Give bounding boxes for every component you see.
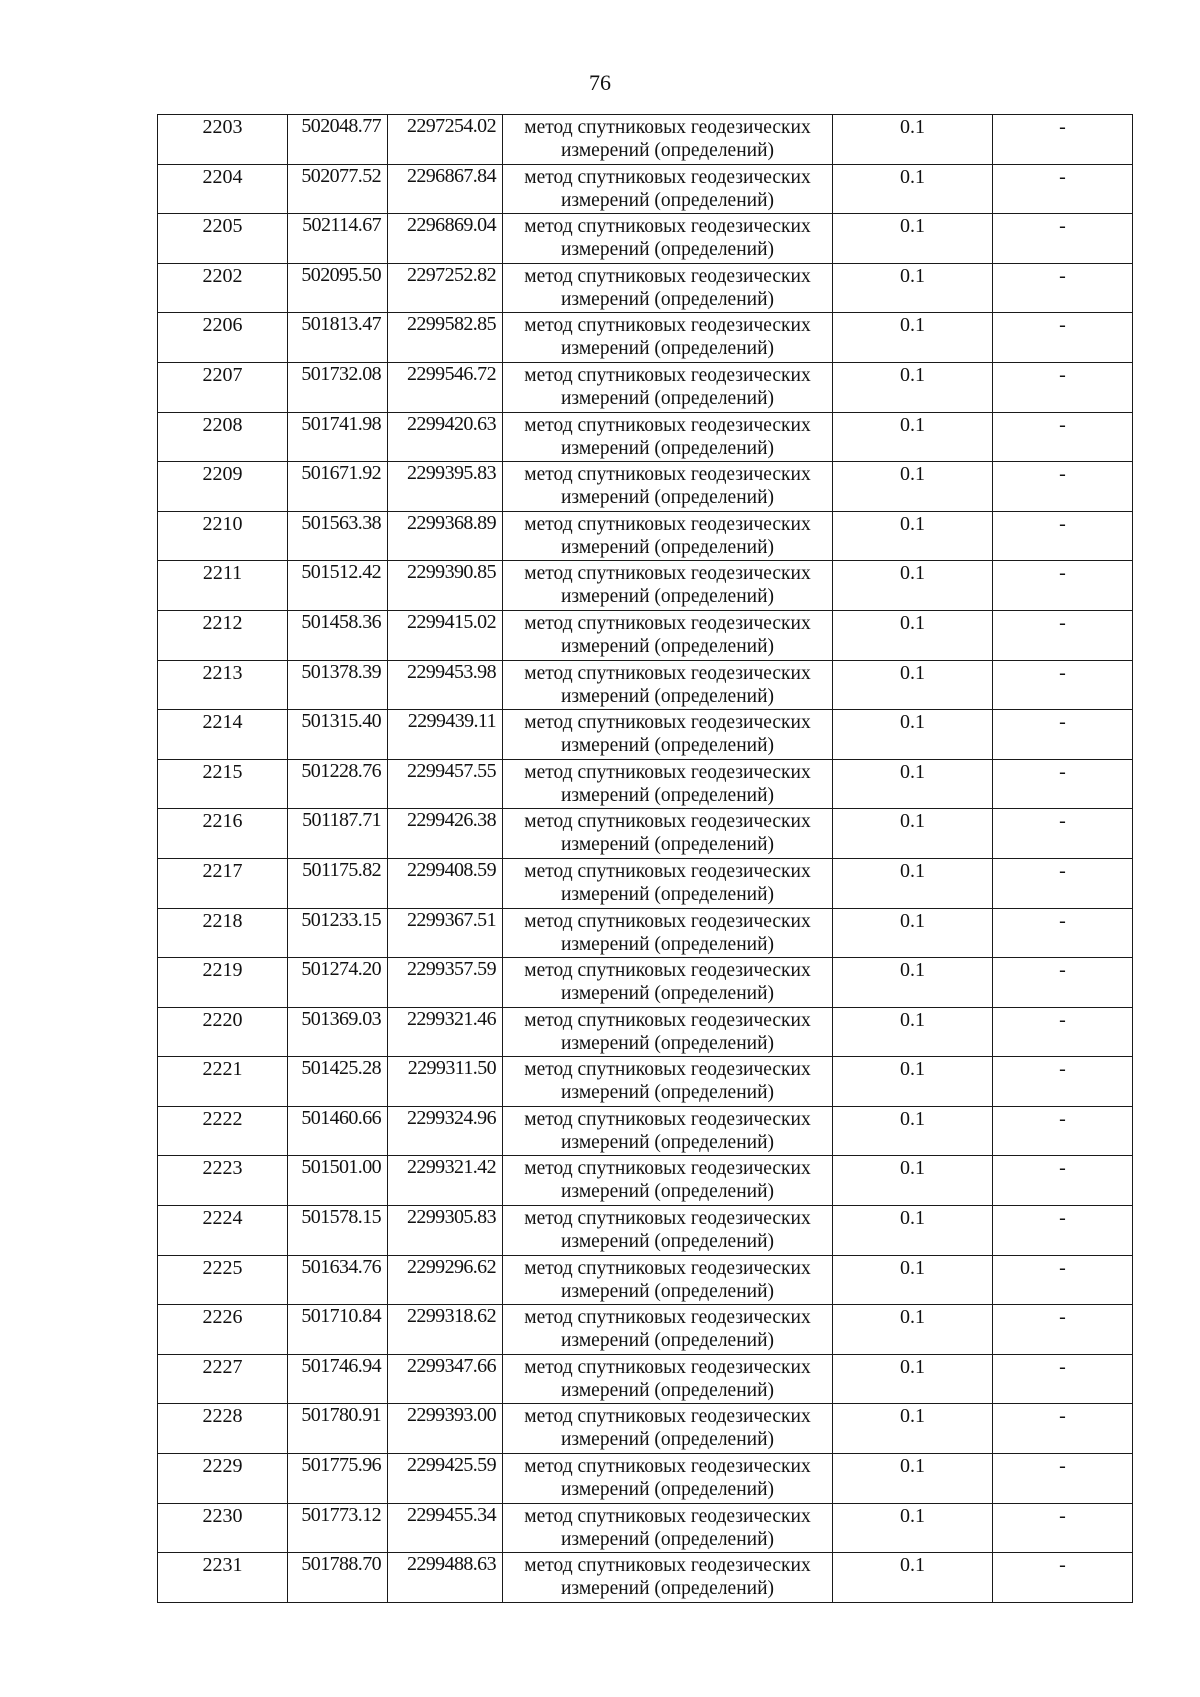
- method-line-1: метод спутниковых геодезических: [524, 464, 811, 486]
- x-coordinate-cell: 501233.15: [288, 908, 388, 958]
- note-cell: -: [993, 1354, 1133, 1404]
- y-coordinate-cell: 2299453.98: [388, 660, 503, 710]
- y-coordinate-cell: 2296869.04: [388, 214, 503, 264]
- table-row: [158, 263, 1133, 313]
- method-line-2: измерений (определений): [560, 933, 775, 955]
- point-number-cell: 2220: [158, 1007, 288, 1057]
- method-cell: [503, 1404, 833, 1454]
- point-number-cell: 2211: [158, 561, 288, 611]
- method-cell: [503, 313, 833, 363]
- x-coordinate-cell: 501775.96: [288, 1454, 388, 1504]
- x-coordinate-cell: 501369.03: [288, 1007, 388, 1057]
- note-cell: -: [993, 908, 1133, 958]
- y-coordinate-cell: 2299347.66: [388, 1354, 503, 1404]
- method-cell: [503, 1057, 833, 1107]
- method-cell: [503, 1156, 833, 1206]
- point-number-cell: 2214: [158, 710, 288, 760]
- note-cell: -: [993, 313, 1133, 363]
- method-line-2: измерений (определений): [560, 338, 775, 360]
- method-line-2: измерений (определений): [560, 635, 775, 657]
- method-line-2: измерений (определений): [560, 189, 775, 211]
- table-row: [158, 1503, 1133, 1553]
- point-number-cell: 2208: [158, 412, 288, 462]
- method-line-2: измерений (определений): [560, 239, 775, 261]
- method-line-2: измерений (определений): [560, 883, 775, 905]
- y-coordinate-cell: 2299311.50: [388, 1057, 503, 1107]
- method-line-2: измерений (определений): [560, 735, 775, 757]
- x-coordinate-cell: 501512.42: [288, 561, 388, 611]
- table-row: [158, 958, 1133, 1008]
- method-line-2: измерений (определений): [560, 1330, 775, 1352]
- accuracy-cell: 0.1: [833, 1057, 993, 1107]
- note-cell: -: [993, 561, 1133, 611]
- method-cell: [503, 462, 833, 512]
- note-cell: -: [993, 362, 1133, 412]
- y-coordinate-cell: 2299390.85: [388, 561, 503, 611]
- method-line-1: метод спутниковых геодезических: [524, 1505, 811, 1527]
- accuracy-cell: 0.1: [833, 1503, 993, 1553]
- point-number-cell: 2226: [158, 1305, 288, 1355]
- point-number-cell: 2216: [158, 809, 288, 859]
- y-coordinate-cell: 2299368.89: [388, 511, 503, 561]
- accuracy-cell: 0.1: [833, 858, 993, 908]
- accuracy-cell: 0.1: [833, 1156, 993, 1206]
- x-coordinate-cell: 502077.52: [288, 164, 388, 214]
- note-cell: -: [993, 1007, 1133, 1057]
- table-row: [158, 1404, 1133, 1454]
- note-cell: -: [993, 660, 1133, 710]
- method-cell: [503, 908, 833, 958]
- accuracy-cell: 0.1: [833, 1305, 993, 1355]
- note-cell: -: [993, 1156, 1133, 1206]
- point-number-cell: 2228: [158, 1404, 288, 1454]
- method-cell: [503, 164, 833, 214]
- method-line-1: метод спутниковых геодезических: [524, 1009, 811, 1031]
- accuracy-cell: 0.1: [833, 710, 993, 760]
- method-line-2: измерений (определений): [560, 983, 775, 1005]
- table-row: [158, 214, 1133, 264]
- y-coordinate-cell: 2299439.11: [388, 710, 503, 760]
- note-cell: -: [993, 164, 1133, 214]
- method-line-1: метод спутниковых геодезических: [524, 563, 811, 585]
- point-number-cell: 2202: [158, 263, 288, 313]
- note-cell: -: [993, 1057, 1133, 1107]
- y-coordinate-cell: 2299367.51: [388, 908, 503, 958]
- table-row: [158, 412, 1133, 462]
- note-cell: -: [993, 412, 1133, 462]
- point-number-cell: 2227: [158, 1354, 288, 1404]
- accuracy-cell: 0.1: [833, 1404, 993, 1454]
- method-line-2: измерений (определений): [560, 437, 775, 459]
- x-coordinate-cell: 501501.00: [288, 1156, 388, 1206]
- x-coordinate-cell: 501378.39: [288, 660, 388, 710]
- table-row: [158, 1057, 1133, 1107]
- y-coordinate-cell: 2299395.83: [388, 462, 503, 512]
- point-number-cell: 2209: [158, 462, 288, 512]
- method-line-1: метод спутниковых геодезических: [524, 860, 811, 882]
- note-cell: -: [993, 1106, 1133, 1156]
- table-row: [158, 1354, 1133, 1404]
- method-cell: [503, 610, 833, 660]
- accuracy-cell: 0.1: [833, 1206, 993, 1256]
- accuracy-cell: 0.1: [833, 1106, 993, 1156]
- point-number-cell: 2203: [158, 115, 288, 165]
- method-line-1: метод спутниковых геодезических: [524, 414, 811, 436]
- table-row: [158, 115, 1133, 165]
- y-coordinate-cell: 2297252.82: [388, 263, 503, 313]
- x-coordinate-cell: 502095.50: [288, 263, 388, 313]
- method-line-1: метод спутниковых геодезических: [524, 960, 811, 982]
- coordinates-table-body: [158, 115, 1133, 1603]
- point-number-cell: 2219: [158, 958, 288, 1008]
- table-row: [158, 809, 1133, 859]
- table-row: [158, 1305, 1133, 1355]
- method-cell: [503, 511, 833, 561]
- method-cell: [503, 1007, 833, 1057]
- y-coordinate-cell: 2299546.72: [388, 362, 503, 412]
- method-cell: [503, 115, 833, 165]
- method-cell: [503, 263, 833, 313]
- accuracy-cell: 0.1: [833, 1354, 993, 1404]
- y-coordinate-cell: 2299426.38: [388, 809, 503, 859]
- x-coordinate-cell: 501710.84: [288, 1305, 388, 1355]
- method-line-1: метод спутниковых геодезических: [524, 364, 811, 386]
- point-number-cell: 2204: [158, 164, 288, 214]
- x-coordinate-cell: 501187.71: [288, 809, 388, 859]
- table-row: [158, 908, 1133, 958]
- note-cell: -: [993, 710, 1133, 760]
- y-coordinate-cell: 2299321.42: [388, 1156, 503, 1206]
- x-coordinate-cell: 501741.98: [288, 412, 388, 462]
- method-line-1: метод спутниковых геодезических: [524, 1307, 811, 1329]
- method-line-2: измерений (определений): [560, 1528, 775, 1550]
- method-line-1: метод спутниковых геодезических: [524, 612, 811, 634]
- method-line-1: метод спутниковых геодезических: [524, 1158, 811, 1180]
- method-cell: [503, 1305, 833, 1355]
- accuracy-cell: 0.1: [833, 412, 993, 462]
- x-coordinate-cell: 501315.40: [288, 710, 388, 760]
- table-row: [158, 1553, 1133, 1603]
- note-cell: -: [993, 610, 1133, 660]
- note-cell: -: [993, 214, 1133, 264]
- y-coordinate-cell: 2299393.00: [388, 1404, 503, 1454]
- x-coordinate-cell: 501813.47: [288, 313, 388, 363]
- y-coordinate-cell: 2299488.63: [388, 1553, 503, 1603]
- note-cell: -: [993, 1206, 1133, 1256]
- method-line-2: измерений (определений): [560, 387, 775, 409]
- point-number-cell: 2218: [158, 908, 288, 958]
- table-row: [158, 759, 1133, 809]
- method-line-2: измерений (определений): [560, 1578, 775, 1600]
- note-cell: -: [993, 263, 1133, 313]
- x-coordinate-cell: 501773.12: [288, 1503, 388, 1553]
- note-cell: -: [993, 1503, 1133, 1553]
- note-cell: -: [993, 958, 1133, 1008]
- method-cell: [503, 214, 833, 264]
- y-coordinate-cell: 2299455.34: [388, 1503, 503, 1553]
- point-number-cell: 2206: [158, 313, 288, 363]
- method-line-1: метод спутниковых геодезических: [524, 1108, 811, 1130]
- table-row: [158, 610, 1133, 660]
- method-line-2: измерений (определений): [560, 784, 775, 806]
- y-coordinate-cell: 2299357.59: [388, 958, 503, 1008]
- method-line-1: метод спутниковых геодезических: [524, 1356, 811, 1378]
- table-row: [158, 561, 1133, 611]
- accuracy-cell: 0.1: [833, 958, 993, 1008]
- coordinates-table: [157, 114, 1133, 1603]
- x-coordinate-cell: 501746.94: [288, 1354, 388, 1404]
- method-line-1: метод спутниковых геодезических: [524, 811, 811, 833]
- method-cell: [503, 1206, 833, 1256]
- method-line-1: метод спутниковых геодезических: [524, 910, 811, 932]
- method-line-2: измерений (определений): [560, 1231, 775, 1253]
- table-row: [158, 164, 1133, 214]
- accuracy-cell: 0.1: [833, 313, 993, 363]
- point-number-cell: 2231: [158, 1553, 288, 1603]
- x-coordinate-cell: 501563.38: [288, 511, 388, 561]
- table-row: [158, 1206, 1133, 1256]
- method-line-2: измерений (определений): [560, 586, 775, 608]
- y-coordinate-cell: 2297254.02: [388, 115, 503, 165]
- method-line-1: метод спутниковых геодезических: [524, 216, 811, 238]
- accuracy-cell: 0.1: [833, 462, 993, 512]
- table-row: [158, 511, 1133, 561]
- y-coordinate-cell: 2299420.63: [388, 412, 503, 462]
- method-cell: [503, 710, 833, 760]
- method-line-1: метод спутниковых геодезических: [524, 1406, 811, 1428]
- table-row: [158, 313, 1133, 363]
- accuracy-cell: 0.1: [833, 1454, 993, 1504]
- method-line-2: измерений (определений): [560, 1131, 775, 1153]
- x-coordinate-cell: 501634.76: [288, 1255, 388, 1305]
- point-number-cell: 2229: [158, 1454, 288, 1504]
- method-line-2: измерений (определений): [560, 1429, 775, 1451]
- method-cell: [503, 1553, 833, 1603]
- y-coordinate-cell: 2299296.62: [388, 1255, 503, 1305]
- accuracy-cell: 0.1: [833, 1553, 993, 1603]
- note-cell: -: [993, 115, 1133, 165]
- method-line-2: измерений (определений): [560, 487, 775, 509]
- x-coordinate-cell: 501425.28: [288, 1057, 388, 1107]
- x-coordinate-cell: 501671.92: [288, 462, 388, 512]
- y-coordinate-cell: 2299321.46: [388, 1007, 503, 1057]
- accuracy-cell: 0.1: [833, 610, 993, 660]
- method-line-2: измерений (определений): [560, 288, 775, 310]
- y-coordinate-cell: 2299324.96: [388, 1106, 503, 1156]
- accuracy-cell: 0.1: [833, 263, 993, 313]
- accuracy-cell: 0.1: [833, 660, 993, 710]
- note-cell: -: [993, 462, 1133, 512]
- note-cell: -: [993, 511, 1133, 561]
- method-cell: [503, 958, 833, 1008]
- x-coordinate-cell: 501175.82: [288, 858, 388, 908]
- method-line-1: метод спутниковых геодезических: [524, 1208, 811, 1230]
- y-coordinate-cell: 2299457.55: [388, 759, 503, 809]
- x-coordinate-cell: 501460.66: [288, 1106, 388, 1156]
- method-line-2: измерений (определений): [560, 1379, 775, 1401]
- point-number-cell: 2207: [158, 362, 288, 412]
- note-cell: -: [993, 759, 1133, 809]
- method-line-1: метод спутниковых геодезических: [524, 265, 811, 287]
- method-cell: [503, 412, 833, 462]
- method-cell: [503, 1354, 833, 1404]
- note-cell: -: [993, 1404, 1133, 1454]
- point-number-cell: 2221: [158, 1057, 288, 1107]
- method-line-2: измерений (определений): [560, 1082, 775, 1104]
- method-cell: [503, 759, 833, 809]
- table-row: [158, 1007, 1133, 1057]
- method-line-2: измерений (определений): [560, 1032, 775, 1054]
- method-line-1: метод спутниковых геодезических: [524, 1257, 811, 1279]
- method-line-2: измерений (определений): [560, 685, 775, 707]
- note-cell: -: [993, 858, 1133, 908]
- note-cell: -: [993, 1454, 1133, 1504]
- note-cell: -: [993, 1255, 1133, 1305]
- method-cell: [503, 858, 833, 908]
- method-line-1: метод спутниковых геодезических: [524, 513, 811, 535]
- table-row: [158, 1156, 1133, 1206]
- point-number-cell: 2222: [158, 1106, 288, 1156]
- method-line-1: метод спутниковых геодезических: [524, 315, 811, 337]
- page-number: 76: [589, 70, 611, 95]
- table-row: [158, 858, 1133, 908]
- accuracy-cell: 0.1: [833, 908, 993, 958]
- y-coordinate-cell: 2299425.59: [388, 1454, 503, 1504]
- method-line-2: измерений (определений): [560, 536, 775, 558]
- table-row: [158, 1106, 1133, 1156]
- method-cell: [503, 660, 833, 710]
- point-number-cell: 2205: [158, 214, 288, 264]
- accuracy-cell: 0.1: [833, 362, 993, 412]
- point-number-cell: 2215: [158, 759, 288, 809]
- x-coordinate-cell: 501458.36: [288, 610, 388, 660]
- method-line-2: измерений (определений): [560, 1479, 775, 1501]
- y-coordinate-cell: 2299408.59: [388, 858, 503, 908]
- accuracy-cell: 0.1: [833, 115, 993, 165]
- point-number-cell: 2223: [158, 1156, 288, 1206]
- method-line-1: метод спутниковых геодезических: [524, 117, 811, 138]
- x-coordinate-cell: 501732.08: [288, 362, 388, 412]
- method-line-1: метод спутниковых геодезических: [524, 761, 811, 783]
- table-row: [158, 1454, 1133, 1504]
- method-cell: [503, 1503, 833, 1553]
- y-coordinate-cell: 2299582.85: [388, 313, 503, 363]
- method-line-1: метод спутниковых геодезических: [524, 712, 811, 734]
- method-line-1: метод спутниковых геодезических: [524, 1555, 811, 1577]
- method-line-2: измерений (определений): [560, 834, 775, 856]
- y-coordinate-cell: 2299318.62: [388, 1305, 503, 1355]
- method-cell: [503, 1255, 833, 1305]
- point-number-cell: 2225: [158, 1255, 288, 1305]
- method-cell: [503, 561, 833, 611]
- method-cell: [503, 1454, 833, 1504]
- point-number-cell: 2217: [158, 858, 288, 908]
- x-coordinate-cell: 501788.70: [288, 1553, 388, 1603]
- y-coordinate-cell: 2296867.84: [388, 164, 503, 214]
- x-coordinate-cell: 502048.77: [288, 115, 388, 165]
- point-number-cell: 2230: [158, 1503, 288, 1553]
- y-coordinate-cell: 2299415.02: [388, 610, 503, 660]
- x-coordinate-cell: 501228.76: [288, 759, 388, 809]
- table-row: [158, 1255, 1133, 1305]
- point-number-cell: 2224: [158, 1206, 288, 1256]
- method-cell: [503, 809, 833, 859]
- accuracy-cell: 0.1: [833, 164, 993, 214]
- point-number-cell: 2213: [158, 660, 288, 710]
- x-coordinate-cell: 501274.20: [288, 958, 388, 1008]
- method-line-2: измерений (определений): [560, 1181, 775, 1203]
- accuracy-cell: 0.1: [833, 759, 993, 809]
- table-row: [158, 462, 1133, 512]
- x-coordinate-cell: 502114.67: [288, 214, 388, 264]
- method-cell: [503, 1106, 833, 1156]
- accuracy-cell: 0.1: [833, 1007, 993, 1057]
- note-cell: -: [993, 1305, 1133, 1355]
- method-cell: [503, 362, 833, 412]
- note-cell: -: [993, 1553, 1133, 1603]
- table-row: [158, 710, 1133, 760]
- method-line-1: метод спутниковых геодезических: [524, 1456, 811, 1478]
- note-cell: -: [993, 809, 1133, 859]
- accuracy-cell: 0.1: [833, 561, 993, 611]
- method-line-1: метод спутниковых геодезических: [524, 662, 811, 684]
- accuracy-cell: 0.1: [833, 214, 993, 264]
- accuracy-cell: 0.1: [833, 1255, 993, 1305]
- point-number-cell: 2210: [158, 511, 288, 561]
- x-coordinate-cell: 501578.15: [288, 1206, 388, 1256]
- table-row: [158, 362, 1133, 412]
- y-coordinate-cell: 2299305.83: [388, 1206, 503, 1256]
- method-line-1: метод спутниковых геодезических: [524, 166, 811, 188]
- accuracy-cell: 0.1: [833, 809, 993, 859]
- method-line-1: метод спутниковых геодезических: [524, 1059, 811, 1081]
- accuracy-cell: 0.1: [833, 511, 993, 561]
- table-row: [158, 660, 1133, 710]
- method-line-2: измерений (определений): [560, 140, 775, 161]
- point-number-cell: 2212: [158, 610, 288, 660]
- method-line-2: измерений (определений): [560, 1280, 775, 1302]
- x-coordinate-cell: 501780.91: [288, 1404, 388, 1454]
